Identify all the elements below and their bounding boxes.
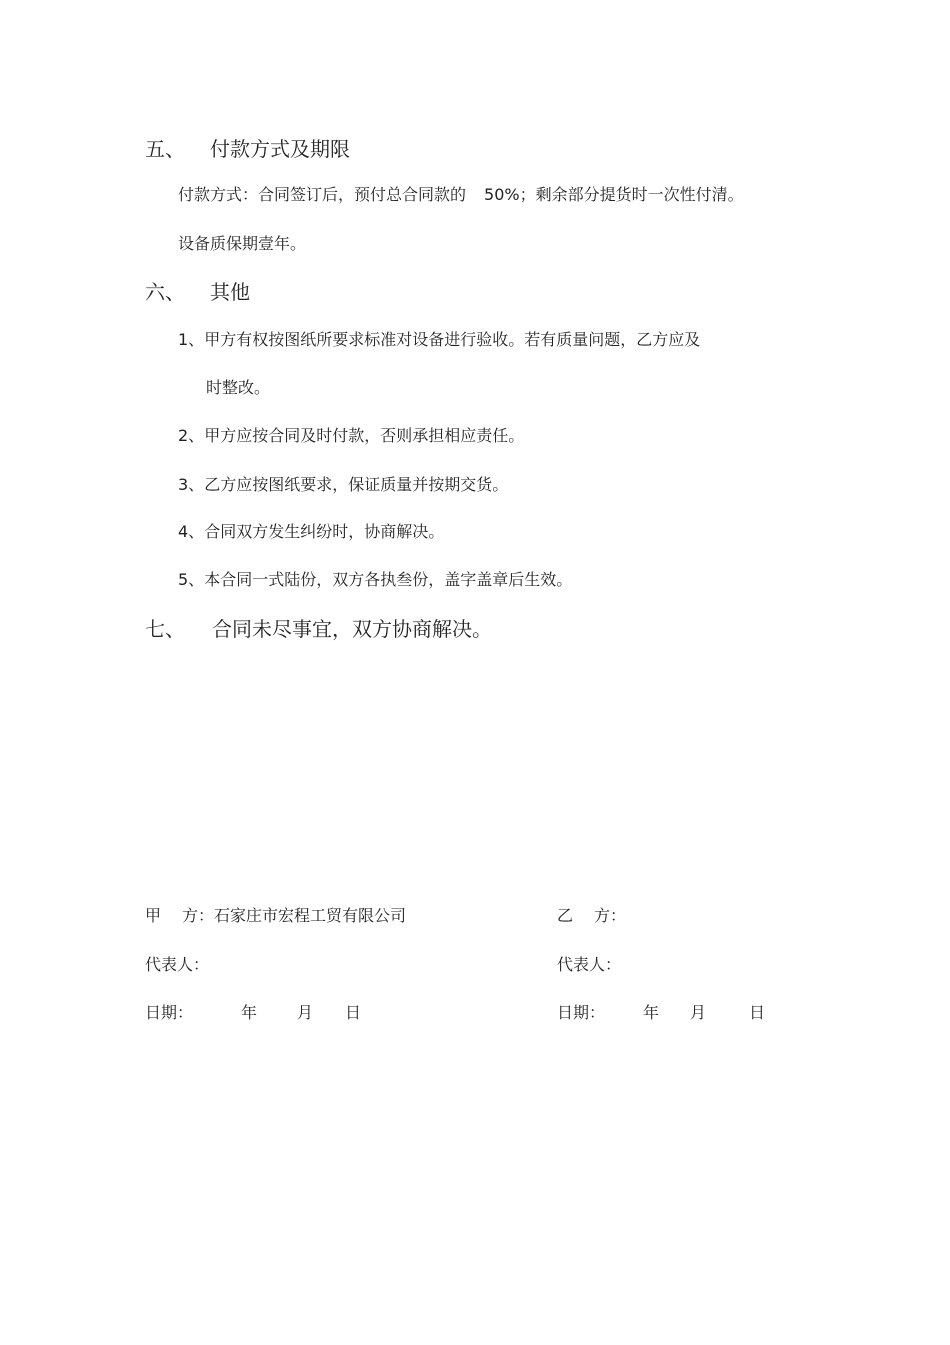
list-item-number: 5、	[178, 570, 205, 589]
list-item-number: 1、	[178, 330, 205, 349]
party-a-date-label: 日期：	[145, 1003, 194, 1022]
party-b-label-char2: 方：	[594, 906, 627, 925]
payment-terms-suffix: ；剩余部分提货时一次性付清。	[519, 185, 744, 204]
section-5-number: 五、	[145, 137, 185, 161]
party-a-label-char2: 方：	[182, 906, 215, 925]
party-b-date-day: 日	[749, 1003, 766, 1022]
list-item-text: 甲方应按合同及时付款，否则承担相应责任。	[204, 426, 525, 445]
party-a-line	[145, 908, 406, 924]
party-a-representative-label: 代表人：	[145, 955, 210, 974]
list-item-number: 3、	[178, 475, 205, 494]
party-b-date-month: 月	[690, 1003, 707, 1022]
section-6-number: 六、	[145, 280, 185, 304]
list-item-text: 乙方应按图纸要求，保证质量并按期交货。	[204, 475, 509, 494]
section-7-number: 七、	[145, 617, 185, 641]
section-5-title: 付款方式及期限	[210, 137, 350, 161]
party-b-date-label: 日期：	[557, 1003, 606, 1022]
party-a-label-char1: 甲	[145, 906, 162, 925]
payment-terms	[178, 187, 744, 203]
party-a-date-year: 年	[241, 1003, 258, 1022]
party-a-name: 石家庄市宏程工贸有限公司	[214, 906, 407, 925]
party-b-date-year: 年	[643, 1003, 660, 1022]
payment-terms-prefix: 付款方式：合同签订后，预付总合同款的	[178, 185, 467, 204]
list-item-1-continuation: 时整改。	[206, 378, 271, 397]
payment-percent: 50%	[484, 185, 520, 204]
list-item-text: 甲方有权按图纸所要求标准对设备进行验收。若有质量问题，乙方应及	[204, 330, 701, 349]
party-a-date-month: 月	[297, 1003, 314, 1022]
list-item-2	[178, 428, 524, 444]
party-a-date-day: 日	[345, 1003, 362, 1022]
section-6-title: 其他	[210, 280, 250, 304]
party-b-representative-label: 代表人：	[557, 955, 622, 974]
list-item-text: 本合同一式陆份，双方各执叁份，盖字盖章后生效。	[204, 570, 573, 589]
list-item-5	[178, 572, 572, 588]
list-item-4	[178, 524, 444, 540]
list-item-1	[178, 332, 700, 348]
section-7-title: 合同未尽事宜，双方协商解决。	[212, 617, 492, 641]
party-b-label-char1: 乙	[557, 906, 574, 925]
warranty-text: 设备质保期壹年。	[178, 234, 307, 253]
list-item-3	[178, 477, 508, 493]
party-b-line	[557, 908, 626, 924]
list-item-text: 合同双方发生纠纷时，协商解决。	[204, 522, 445, 541]
list-item-number: 2、	[178, 426, 205, 445]
list-item-number: 4、	[178, 522, 205, 541]
